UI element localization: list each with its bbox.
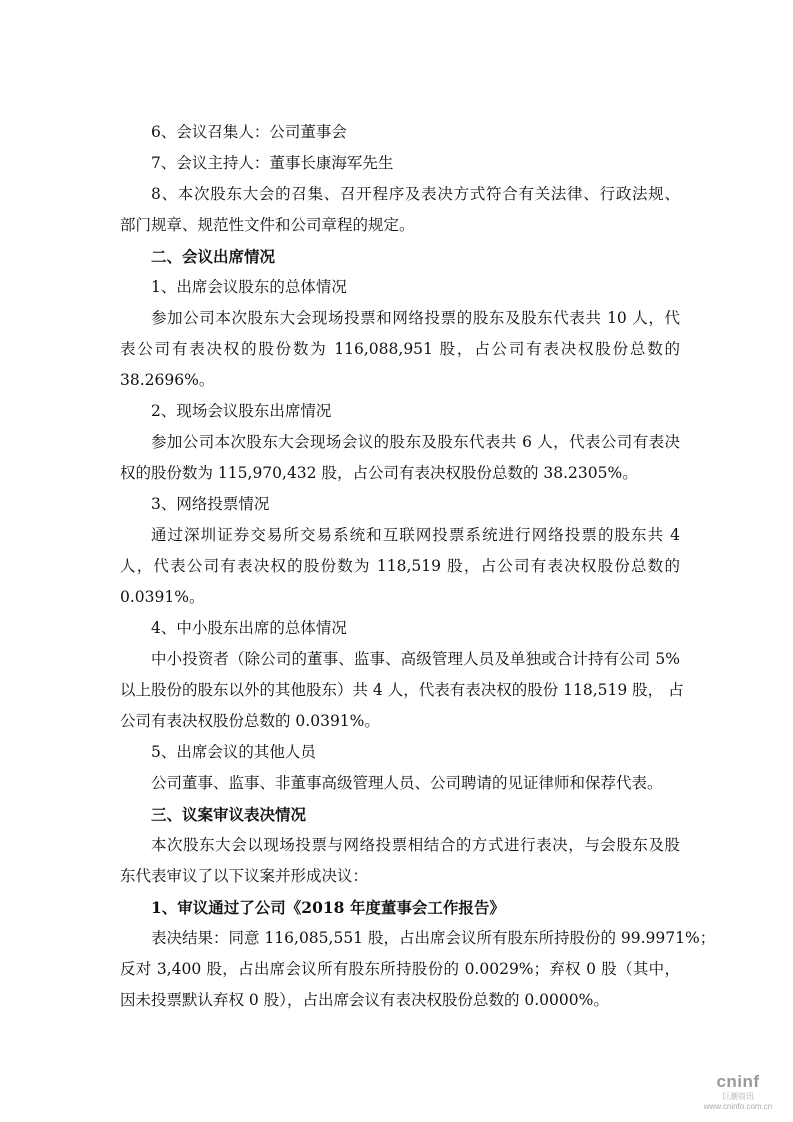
text-line: 2、现场会议股东出席情况: [151, 402, 332, 420]
text-line: 权的股份数为 115,970,432 股，占公司有表决权股份总数的 38.2305%。: [120, 464, 638, 482]
text-line: 人，代表公司有表决权的股份数为 118,519 股，占公司有表决权股份总数的: [120, 557, 680, 575]
text-line: 3、网络投票情况: [151, 495, 270, 513]
paragraph-h3p: [120, 830, 680, 892]
text-line: 4、中小股东出席的总体情况: [151, 619, 347, 637]
paragraph-r1: [120, 892, 680, 923]
paragraph-p6: [120, 117, 680, 148]
text-line: 通过深圳证券交易所交易系统和互联网投票系统进行网络投票的股东共 4: [151, 526, 680, 544]
text-line: 中小投资者（除公司的董事、监事、高级管理人员及单独或合计持有公司 5%: [151, 650, 680, 668]
text-line: 1、出席会议股东的总体情况: [151, 278, 347, 296]
text-line: 公司有表决权股份总数的 0.0391%。: [120, 712, 380, 730]
text-line: 7、会议主持人：董事长康海军先生: [151, 154, 394, 172]
text-line: 表公司有表决权的股份数为 116,088,951 股，占公司有表决权股份总数的: [120, 340, 680, 358]
text-line: 参加公司本次股东大会现场会议的股东及股东代表共 6 人，代表公司有表决: [151, 433, 680, 451]
text-line: 38.2696%。: [120, 371, 215, 389]
paragraph-s3p: [120, 520, 680, 613]
cninfo-cn-name: 巨潮资讯: [722, 1092, 754, 1101]
text-line: 5、出席会议的其他人员: [151, 743, 316, 761]
text-line: 以上股份的股东以外的其他股东）共 4 人，代表有表决权的股份 118,519 股， 占: [120, 681, 684, 699]
cninfo-brand: cninf: [716, 1072, 760, 1091]
text-line: 8、本次股东大会的召集、召开程序及表决方式符合有关法律、行政法规、: [151, 185, 680, 203]
text-line: 公司董事、监事、非董事高级管理人员、公司聘请的见证律师和保荐代表。: [151, 774, 663, 792]
text-line: 0.0391%。: [120, 588, 205, 606]
text-line: 本次股东大会以现场投票与网络投票相结合的方式进行表决，与会股东及股: [151, 836, 680, 854]
paragraph-s1: [120, 272, 680, 303]
cninfo-url: www.cninfo.com.cn: [703, 1102, 773, 1111]
paragraph-s4p: [120, 644, 684, 737]
text-line: 参加公司本次股东大会现场投票和网络投票的股东及股东代表共 10 人，代: [151, 309, 680, 327]
paragraph-r1p: [120, 923, 716, 1016]
text-line: 反对 3,400 股，占出席会议所有股东所持股份的 0.0029%；弃权 0 股（其中，: [120, 960, 680, 978]
text-line: 二、会议出席情况: [151, 247, 276, 266]
paragraph-s5: [120, 737, 680, 768]
text-line: 1、审议通过了公司《2018 年度董事会工作报告》: [151, 898, 505, 917]
paragraph-s2: [120, 396, 680, 427]
text-line: 6、会议召集人：公司董事会: [151, 123, 347, 141]
text-line: 东代表审议了以下议案并形成决议：: [120, 867, 369, 885]
paragraph-s4: [120, 613, 680, 644]
paragraph-s5p: [120, 768, 680, 799]
paragraph-h3: [120, 799, 680, 830]
paragraph-s3: [120, 489, 680, 520]
text-line: 三、议案审议表决情况: [151, 805, 307, 824]
document-page: [120, 117, 716, 1016]
text-line: 表决结果：同意 116,085,551 股，占出席会议所有股东所持股份的 99.9971%；: [151, 929, 716, 947]
paragraph-h2: [120, 241, 680, 272]
paragraph-s1p: [120, 303, 680, 396]
text-line: 部门规章、规范性文件和公司章程的规定。: [120, 216, 415, 234]
paragraph-p8: [120, 179, 680, 241]
paragraph-s2p: [120, 427, 680, 489]
text-line: 因未投票默认弃权 0 股），占出席会议有表决权股份总数的 0.0000%。: [120, 991, 609, 1009]
paragraph-p7: [120, 148, 680, 179]
cninfo-watermark-logo: [693, 1072, 783, 1112]
